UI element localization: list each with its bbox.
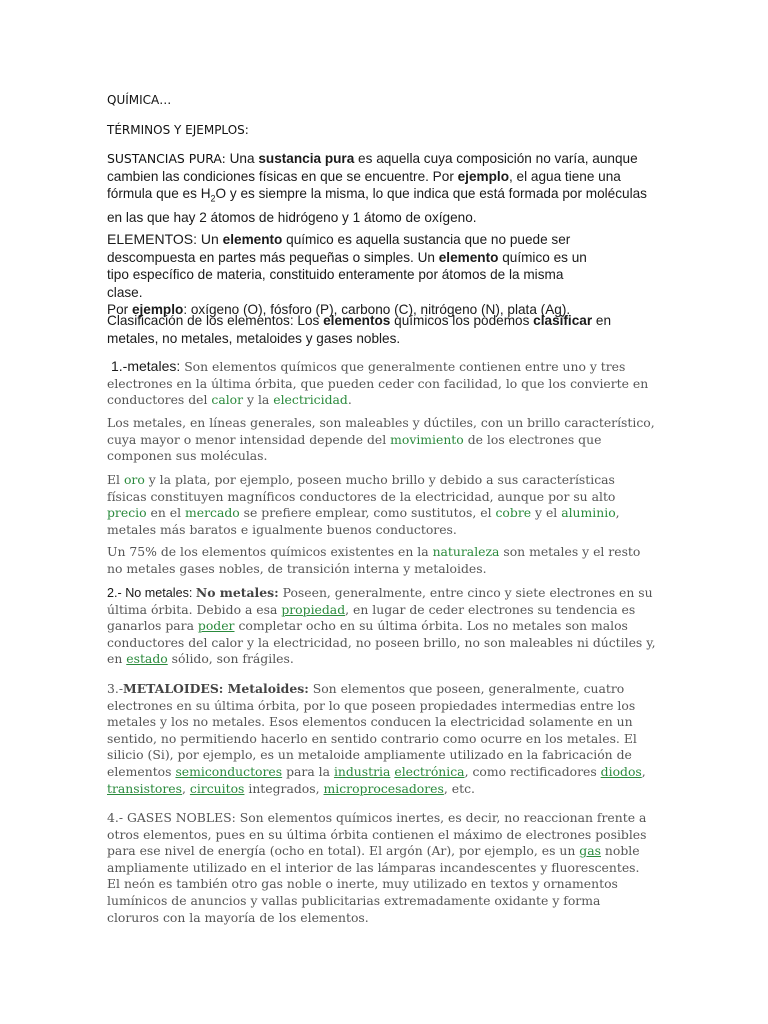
link-industria[interactable]: industria: [333, 763, 391, 779]
link-electricidad[interactable]: electricidad: [273, 392, 348, 408]
paragraph-metales: 1.-metales: Son elementos químicos que generalmente contienen entre uno y tres electrones en la última órbita, que pueden ceder con facilidad, lo que los convierte en conductores del calor y la electricidad.: [107, 358, 649, 408]
link-propiedad[interactable]: propiedad: [281, 601, 346, 617]
link-estado[interactable]: estado: [126, 651, 168, 667]
link-mercado[interactable]: mercado: [185, 505, 240, 521]
page-subtitle: TÉRMINOS Y EJEMPLOS:: [107, 123, 249, 137]
paragraph-no-metales: 2.- No metales: No metales: Poseen, generalmente, entre cinco y siete electrones en su última órbita. Debido a esa propiedad, en lugar de ceder electrones su tendencia es ganarlos para poder completar ocho en su última órbita. Los no metales son malos conductores del calor y la electricidad, no poseen brillo, no son maleables ni dúctiles y, en estado sólido, son frágiles.: [107, 585, 656, 667]
link-precio[interactable]: precio: [107, 505, 147, 521]
paragraph-metaloides: 3.-METALOIDES: Metaloides: Son elementos que poseen, generalmente, cuatro electrones en su última órbita, por lo que poseen propiedades intermedias entre los metales y los no metales. Esos elementos conducen la electricidad solamente en un sentido, no permitiendo hacerlo en sentido contrario como ocurre en los metales. El silicio (Si), por ejemplo, es un metaloide ampliamente utilizado en la fabricación de elementos semiconductores para la industria electrónica, como rectificadores diodos, transistores, circuitos integrados, microprocesadores, etc.: [107, 681, 646, 796]
link-electronica[interactable]: electrónica: [394, 763, 465, 779]
link-naturaleza[interactable]: naturaleza: [432, 544, 500, 559]
paragraph-metales-brillo: Los metales, en líneas generales, son maleables y dúctiles, con un brillo característico, cuya mayor o menor intensidad depende del movimiento de los electrones que componen sus moléculas.: [107, 415, 655, 464]
link-diodos[interactable]: diodos: [600, 763, 642, 779]
link-transistores[interactable]: transistores: [107, 780, 183, 796]
paragraph-elementos: ELEMENTOS: Un elemento químico es aquella sustancia que no puede ser descompuesta en partes más pequeñas o simples. Un elemento químico es un tipo específico de materia, constituido enteramente por átomos de la misma clase. Por ejemplo: oxígeno (O), fósforo (P), carbono (C), nitrógeno (N), plata (Ag).: [107, 231, 587, 318]
link-poder[interactable]: poder: [197, 618, 235, 634]
paragraph-clasificacion: Clasificación de los elementos: Los elementos químicos los podemos clasificar en metales, no metales, metaloides y gases nobles.: [107, 313, 612, 346]
paragraph-sustancias: SUSTANCIAS PURA: Una sustancia pura es aquella cuya composición no varía, aunque cambien las condiciones físicas en que se encuentre. Por ejemplo, el agua tiene una fórmula que es $H_2O$ y es siempre la misma, lo que indica que está formada por moléculas en las que hay 2 átomos de hidrógeno y 1 átomo de oxígeno.: [107, 151, 647, 225]
paragraph-porcentaje: Un 75% de los elementos químicos existentes en la naturaleza son metales y el resto no metales gases nobles, de transición interna y metaloides.: [107, 544, 641, 576]
link-oro[interactable]: oro: [123, 472, 145, 487]
link-microprocesadores[interactable]: microprocesadores: [323, 780, 444, 796]
link-movimiento[interactable]: movimiento: [390, 431, 464, 447]
link-calor[interactable]: calor: [211, 392, 244, 408]
paragraph-oro-plata: El oro y la plata, por ejemplo, poseen mucho brillo y debido a sus características físicas constituyen magníficos conductores de la electricidad, aunque por su alto precio en el mercado se prefiere emplear, como sustitutos, el cobre y el aluminio, metales más baratos e igualmente buenos conductores.: [107, 472, 620, 537]
page-title: QUÍMICA…: [107, 93, 172, 107]
link-aluminio[interactable]: aluminio: [561, 505, 616, 521]
link-gas[interactable]: gas: [579, 843, 601, 859]
link-cobre[interactable]: cobre: [495, 505, 532, 521]
link-semiconductores[interactable]: semiconductores: [175, 763, 283, 779]
link-circuitos[interactable]: circuitos: [189, 780, 245, 796]
paragraph-gases-nobles: 4.- GASES NOBLES: Son elementos químicos inertes, es decir, no reaccionan frente a otros elementos, pues en su última órbita contienen el máximo de electrones posibles para ese nivel de energía (ocho en total). El argón (Ar), por ejemplo, es un gas noble ampliamente utilizado en el interior de las lámparas incandescentes y fluorescentes. El neón es también otro gas noble o inerte, muy utilizado en textos y ornamentos lumínicos de anuncios y vallas publicitarias extremadamente oxidante y forma cloruros con la mayoría de los elementos.: [107, 810, 647, 925]
